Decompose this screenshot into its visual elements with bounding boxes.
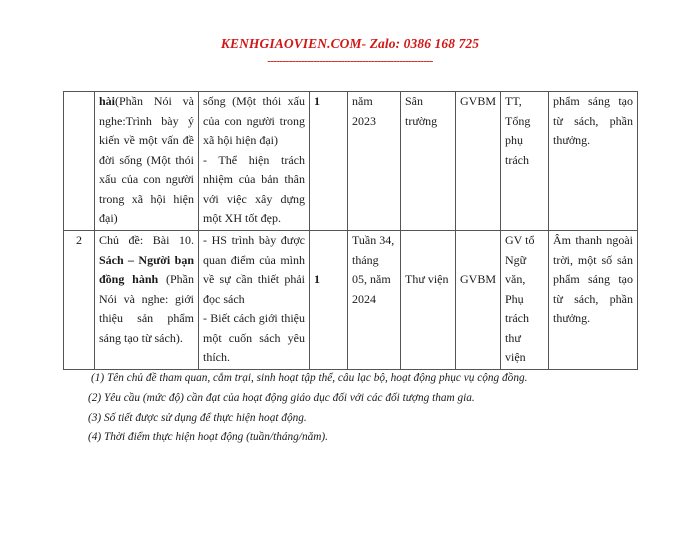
topic-bold: hài xyxy=(99,94,116,108)
table-row xyxy=(64,92,638,231)
requirement-line: - HS trình bày được quan điểm của mình về sự cần thiết phải đọc sách xyxy=(203,233,305,306)
footnote-4: (4) Thời điểm thực hiện hoạt động (tuần/tháng/năm). xyxy=(88,431,328,443)
periods-cell: 1 xyxy=(310,92,348,231)
requirements-cell xyxy=(199,231,310,370)
topic-prefix: Chủ đề: Bài 10. xyxy=(99,233,194,247)
topic-cell xyxy=(95,92,199,231)
time-cell: năm 2023 xyxy=(348,92,401,231)
table-row xyxy=(64,231,638,370)
requirement-line: - Thể hiện trách nhiệm của bản thân với việc xây dựng một XH tốt đẹp. xyxy=(203,152,305,225)
coordinator-cell: TT, Tổng phụ trách xyxy=(501,92,549,231)
activity-plan-table xyxy=(63,91,638,370)
stt-cell xyxy=(64,92,95,231)
requirement-line: sống (Một thói xấu của con người trong xã hội hiện đại) xyxy=(203,94,305,147)
executor-cell: GVBM xyxy=(456,92,501,231)
footnote-1: (1) Tên chủ đề tham quan, cắm trại, sinh hoạt tập thể, câu lạc bộ, hoạt động phục vụ cộng đồng. xyxy=(91,372,528,384)
topic-text: (Phần Nói và nghe: giới thiệu sản phẩm sáng tạo từ sách). xyxy=(99,272,194,345)
conditions-cell: Âm thanh ngoài trời, một số sản phẩm sáng tạo từ sách, phần thưởng. xyxy=(549,231,638,370)
requirements-cell xyxy=(199,92,310,231)
footnote-2: (2) Yêu cầu (mức độ) cần đạt của hoạt động giáo dục đối với các đối tượng tham gia. xyxy=(88,392,475,404)
stt-cell: 2 xyxy=(64,231,95,370)
coordinator-cell: GV tổ Ngữ văn, Phụ trách thư viện xyxy=(501,231,549,370)
place-cell: Thư viện xyxy=(401,231,456,370)
topic-text: (Phần Nói và nghe:Trình bày ý kiến về một vấn đề đời sống (Một thói xấu của con người trong xã hội hiện đại) xyxy=(99,94,194,225)
conditions-cell: phẩm sáng tạo từ sách, phần thưởng. xyxy=(549,92,638,231)
time-cell: Tuần 34, tháng 05, năm 2024 xyxy=(348,231,401,370)
periods-cell: 1 xyxy=(310,231,348,370)
requirement-line: - Biết cách giới thiệu một cuốn sách yêu thích. xyxy=(203,311,305,364)
place-cell: Sân trường xyxy=(401,92,456,231)
footnote-3: (3) Số tiết được sử dụng để thực hiện hoạt động. xyxy=(88,412,307,424)
executor-cell: GVBM xyxy=(456,231,501,370)
topic-bold: Sách – Người bạn đồng hành xyxy=(99,252,194,286)
page-header-title: KENHGIAOVIEN.COM- Zalo: 0386 168 725 xyxy=(220,36,480,51)
header-divider: ------------------------------------------------------ xyxy=(267,55,433,67)
topic-cell xyxy=(95,231,199,370)
